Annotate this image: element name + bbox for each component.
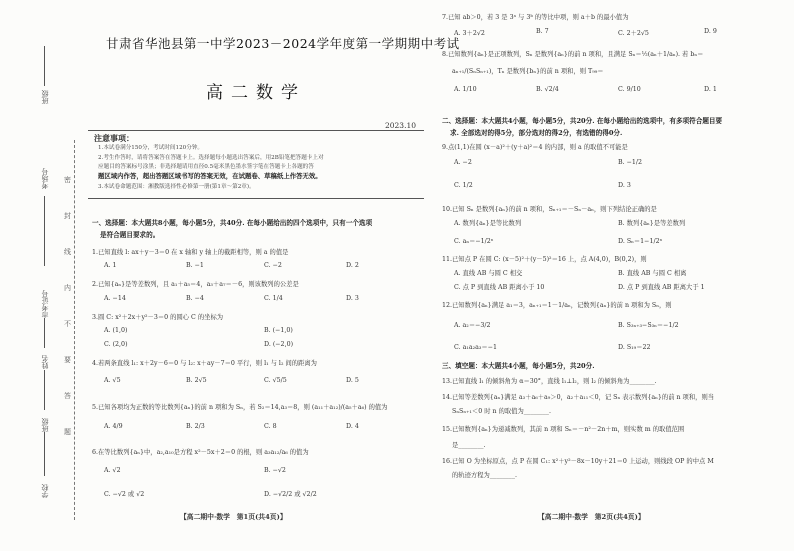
binding-label-room: 考场号 [41, 168, 49, 189]
page-1 [88, 0, 460, 551]
q9-option-b: B. −1/2 [618, 159, 643, 166]
question-15-cont: 是________. [452, 442, 486, 449]
q10-option-b: B. 数列{aₙ}是等差数列 [618, 220, 686, 227]
q11-option-a: A. 直线 AB 与圆 C 相交 [454, 270, 523, 277]
q2-option-b: B. −4 [186, 295, 204, 302]
q2-option-a: A. −14 [104, 295, 126, 302]
binding-label-id: 市考证号 [41, 290, 49, 318]
exam-subject: 高二数学 [206, 83, 306, 103]
section-3-heading: 三、填空题：本大题共4小题，每小题5分，共20分. [442, 362, 595, 370]
q11-option-d: D. 点 P 到直线 AB 距离大于 1 [618, 284, 705, 291]
section-2-heading: 二、选择题：本大题共4小题，每小题5分，共20分. 在每小题给出的选项中，有多项符合题目要 [442, 117, 723, 125]
question-14-cont: SₙSₙ₊₁＜0 时 n 的取值为________. [452, 408, 551, 415]
q5-option-c: C. 8 [264, 423, 277, 430]
q1-option-c: C. −2 [264, 262, 282, 269]
q9-option-a: A. −2 [454, 159, 472, 166]
question-15: 15.已知数列{aₙ}为递减数列，其前 n 项和 Sₙ＝－n²－2n＋m，则实数 m 的取值范围 [442, 426, 685, 433]
binding-line [44, 432, 45, 476]
q5-option-a: A. 4/9 [104, 423, 123, 430]
section-1-heading: 一、选择题：本大题共8小题，每小题5分，共40分. 在每小题给出的四个选项中，只有一个选项 [92, 219, 373, 227]
binding-strip [0, 0, 86, 551]
question-2: 2.已知{aₙ}是等差数列，且 a₁＋a₅＝4，a₃＋a₇＝－6，则该数列的公差是 [92, 281, 299, 288]
q7-option-d: D. 9 [704, 28, 717, 35]
q8-option-c: C. 9/10 [618, 86, 641, 93]
question-16-cont: 的轨迹方程为________. [452, 472, 517, 479]
note-2: 2.考生作答时，请将答案答在答题卡上。选择题每小题选出答案后，用2B铅笔把答题卡上对 [98, 155, 324, 161]
q7-option-b: B. 7 [536, 28, 549, 35]
q3-option-b: B. (−1,0) [264, 327, 293, 334]
binding-label-class2: 班级 [41, 418, 49, 432]
question-11: 11.已知点 P 在圆 C: (x－5)²＋(y－5)²＝16 上，点 A(4,0)，B(0,2)，则 [442, 256, 647, 263]
q10-option-c: C. aₙ＝−1/2ⁿ [454, 238, 494, 245]
question-12: 12.已知数列{aₙ}满足 a₁＝3，aₙ₊₁＝1－1/aₙ，记数列{aₙ}的前 n 项和为 Sₙ，则 [442, 302, 672, 309]
q2-option-d: D. 3 [346, 295, 359, 302]
question-3: 3.圆 C: x²＋2x＋y²－3＝0 的圆心 C 的坐标为 [92, 314, 224, 321]
q4-option-b: B. 2√5 [186, 377, 207, 384]
binding-label-school: 学校 [41, 484, 49, 498]
question-4: 4.若两条直线 l₁: x＋2y－6＝0 与 l₂: x＋ay－7＝0 平行，则 l₁ 与 l₂ 间的距离为 [92, 360, 317, 367]
q4-option-c: C. √5/5 [264, 377, 287, 384]
question-1: 1.已知直线 l: ax＋y－3＝0 在 x 轴和 y 轴上的截距相等，则 a 的值是 [92, 249, 289, 256]
header-rule [88, 130, 424, 131]
exam-title: 甘肃省华池县第一中学2023－2024学年度第一学期期中考试 [106, 36, 460, 51]
q9-option-d: D. 3 [618, 182, 631, 189]
q5-option-d: D. 4 [346, 423, 359, 430]
q3-option-d: D. (−2,0) [264, 341, 294, 348]
q10-option-d: D. Sₙ＝1−1/2ⁿ [618, 238, 663, 245]
question-10: 10.已知 Sₙ 是数列{aₙ}的前 n 项和，Sₙ₊₁＝－Sₙ－aₙ，则下列结论正确的是 [442, 206, 657, 213]
question-8: 8.已知数列{aₙ}是正项数列，Sₙ 是数列{aₙ}的前 n 项和，且满足 Sₙ＝½(aₙ＋1/aₙ). 若 bₙ＝ [442, 51, 704, 58]
q8-option-b: B. √2/4 [536, 86, 559, 93]
question-8-cont: aₙ₊₁/(SₙSₙ₊₁)，Tₙ 是数列{bₙ}的前 n 项和，则 T₉₉＝ [452, 68, 604, 75]
q8-option-d: D. 1 [704, 86, 717, 93]
q4-option-d: D. 5 [346, 377, 359, 384]
exam-date: 2023.10 [384, 121, 416, 130]
q12-option-b: B. S₃ₙ₊₃−S₃ₙ＝−1/2 [618, 322, 679, 329]
section-1-heading-cont: 是符合题目要求的。 [100, 231, 160, 239]
q8-option-a: A. 1/10 [454, 86, 477, 93]
question-5: 5.已知各项均为正数的等比数列{aₙ}的前 n 项和为 Sₙ，若 S₂＝14,a₃＝8，则 (a₁₁＋a₁₂)/(a₅＋a₆) 的值为 [92, 404, 388, 411]
q6-option-c: C. −√2 或 √2 [104, 491, 145, 498]
q6-option-b: B. −√2 [264, 467, 286, 474]
binding-line [44, 370, 45, 410]
q11-option-b: B. 直线 AB 与圆 C 相离 [618, 270, 687, 277]
question-6: 6.在等比数列{aₙ}中，a₂,a₁₀是方程 x²－5x＋2＝0 的根，则 a₃a₁₂/a₆ 的值为 [92, 449, 309, 456]
q12-option-c: C. a₁a₂a₃＝−1 [454, 344, 498, 351]
seal-text: 密 封 线 内 不 要 答 题 [64, 176, 71, 436]
q1-option-b: B. −1 [186, 262, 204, 269]
notes-heading: 注意事项： [94, 133, 134, 143]
q12-option-d: D. S₁₉＝22 [618, 344, 651, 351]
note-3: 应题目的答案标号涂黑；非选择题请用直径0.5毫米黑色墨水签字笔在答题卡上各题的答 [98, 164, 314, 170]
q1-option-d: D. 2 [346, 262, 359, 269]
q6-option-d: D. −√2/2 或 √2/2 [264, 491, 317, 498]
q5-option-b: B. 2/3 [186, 423, 205, 430]
page-2 [442, 0, 782, 551]
binding-line [44, 196, 45, 266]
note-5: 3.本试卷命题范围：湘教版选择性必修第一册(第1章～第2章)。 [98, 184, 255, 190]
q10-option-a: A. 数列{aₙ}是等比数列 [454, 220, 522, 227]
notes-rule [88, 198, 424, 199]
note-4: 题区域内作答，超出答题区域书写的答案无效，在试题卷、草稿纸上作答无效。 [98, 172, 322, 180]
q12-option-a: A. a₂＝−3/2 [454, 322, 491, 329]
question-14: 14.已知等差数列{aₙ}满足 a₃＋a₆＋a₉＞0，a₂＋a₁₁＜0，记 Sₙ 表示数列{aₙ}的前 n 项和，则当 [442, 394, 715, 401]
question-13: 13.已知直线 l₁ 的倾斜角为 α＝30°，直线 l₁⊥l₂，则 l₂ 的倾斜角为________. [442, 378, 657, 385]
question-9: 9.点(1,1)在圆 (x－a)²＋(y＋a)²＝4 的内部，则 a 的取值不可能是 [442, 144, 628, 151]
page-1-footer: 【高二期中·数学 第1页(共4页)】 [180, 513, 287, 521]
binding-line [44, 46, 45, 86]
q6-option-a: A. √2 [104, 467, 121, 474]
binding-label-class: 班级 [41, 90, 49, 104]
page-2-footer: 【高二期中·数学 第2页(共4页)】 [538, 513, 645, 521]
question-16: 16.已知 O 为坐标原点，点 P 在圆 C₁: x²＋y²－8x－10y＋21＝0 上运动，则线段 OP 的中点 M [442, 458, 714, 465]
q3-option-c: C. (2,0) [104, 341, 128, 348]
note-1: 1.本试卷满分150分，考试时间120分钟。 [98, 145, 204, 151]
q11-option-c: C. 点 P 到直线 AB 距离小于 10 [454, 284, 545, 291]
q7-option-c: C. 2＋2√5 [618, 30, 649, 37]
binding-line [44, 318, 45, 348]
question-7: 7.已知 ab＞0，若 3 是 3ᵃ 与 3ᵇ 的等比中项，则 a＋b 的最小值为 [442, 14, 629, 21]
q1-option-a: A. 1 [104, 262, 117, 269]
q2-option-c: C. 1/4 [264, 295, 283, 302]
section-2-heading-cont: 求. 全部选对的得5分，部分选对的得2分，有选错的得0分. [450, 129, 623, 137]
binding-label-name: 姓名 [41, 355, 49, 369]
q7-option-a: A. 3＋2√2 [454, 30, 485, 37]
q4-option-a: A. √5 [104, 377, 121, 384]
q3-option-a: A. (1,0) [104, 327, 128, 334]
q9-option-c: C. 1/2 [454, 182, 473, 189]
